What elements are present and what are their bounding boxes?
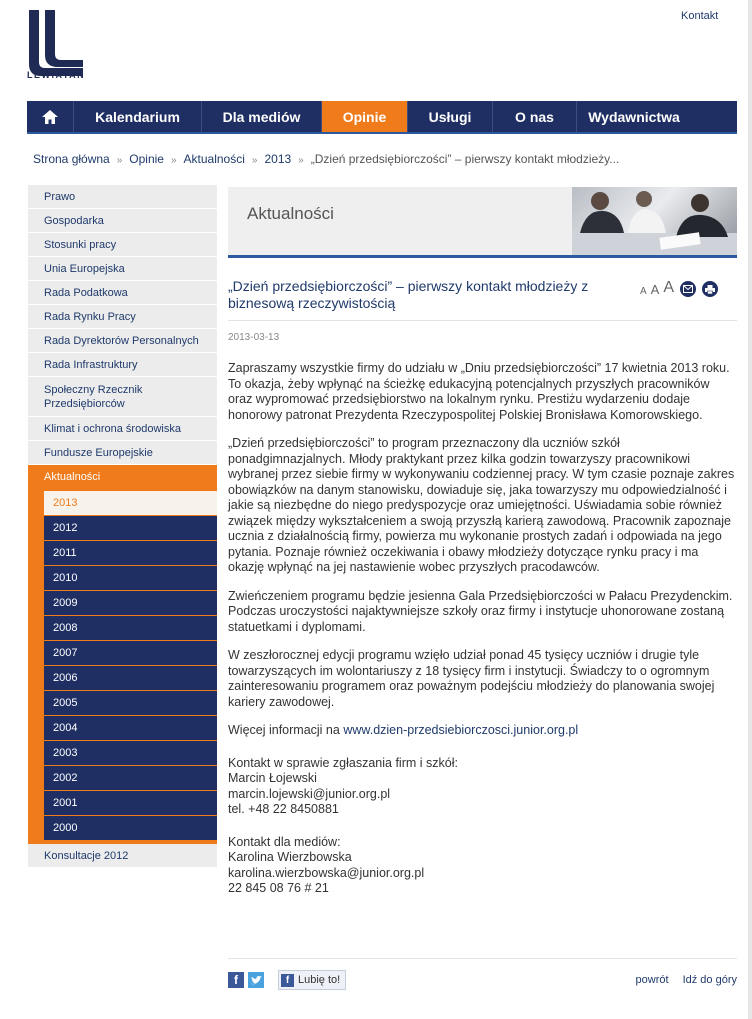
divider	[228, 958, 737, 959]
banner-photo	[572, 187, 737, 255]
business-people-image	[572, 187, 737, 255]
article-paragraph: W zeszłorocznej edycji programu wzięło udział ponad 45 tysięcy uczniów i drugie tyle towarzyszących im wolontariuszy z 18 tysięcy firm i instytucji. Świadczy to o ogromnym zainteresowaniu programem oraz poważnym podejściu młodzieży do planowania swojej kariery zawodowej.	[228, 648, 715, 709]
nav-opinie[interactable]: Opinie	[322, 101, 408, 132]
more-info-label: Więcej informacji na	[228, 723, 344, 737]
sidebar-year-2002[interactable]: 2002	[44, 766, 217, 790]
sidebar-item-fundusze[interactable]: Fundusze Europejskie	[28, 441, 217, 465]
sidebar-item-aktualnosci[interactable]: Aktualności	[28, 465, 217, 489]
sidebar-item-stosunki-pracy[interactable]: Stosunki pracy	[28, 233, 217, 257]
contact-media	[228, 835, 736, 897]
twitter-icon[interactable]	[248, 972, 264, 988]
font-size-large-button[interactable]: A	[663, 279, 675, 296]
sidebar-year-2006[interactable]: 2006	[44, 666, 217, 690]
nav-wydawnictwa[interactable]: Wydawnictwa	[588, 108, 680, 125]
divider	[228, 320, 737, 321]
breadcrumb-year[interactable]: 2013	[264, 152, 292, 166]
more-info-link[interactable]: www.dzien-przedsiebiorczosci.junior.org.pl	[343, 723, 579, 737]
logo-text: LEWIATAN	[27, 70, 86, 80]
sidebar-year-2010[interactable]: 2010	[44, 566, 217, 590]
sidebar-year-2009[interactable]: 2009	[44, 591, 217, 615]
facebook-icon[interactable]: f	[228, 972, 244, 988]
sidebar-years	[28, 489, 217, 844]
contact-link[interactable]: Kontakt	[681, 10, 719, 22]
sidebar-year-2005[interactable]: 2005	[44, 691, 217, 715]
breadcrumb-home[interactable]: Strona główna	[33, 152, 110, 166]
article-date: 2013-03-13	[228, 332, 280, 343]
contact-media-heading: Kontakt dla mediów:	[228, 834, 341, 849]
sidebar-item-klimat[interactable]: Klimat i ochrona środowiska	[28, 417, 217, 441]
sidebar-item-rada-infrastruktury[interactable]: Rada Infrastruktury	[28, 353, 217, 377]
main-nav	[27, 101, 737, 134]
sidebar-year-2007[interactable]: 2007	[44, 641, 217, 665]
share-bar	[228, 970, 346, 990]
breadcrumb-opinie[interactable]: Opinie	[129, 152, 164, 166]
contact-firms-phone: tel. +48 22 8450881	[228, 802, 339, 816]
sidebar-year-2012[interactable]: 2012	[44, 516, 217, 540]
breadcrumb-separator-icon: »	[170, 155, 177, 166]
contact-media-email: karolina.wierzbowska@junior.org.pl	[228, 865, 425, 880]
article-paragraph: „Dzień przedsiębiorczości” to program przeznaczony dla uczniów szkół ponadgimnazjalnych. Młody praktykant przez kilka godzin towarzyszy pracownikowi wybranej przez siebie firmy w wykonywaniu codziennej pracy. W tym czasie poznaje zakres obowiązków na danym stanowisku, dowiaduje się, jaka towarzyszy mu odpowiedzialność i jakie są niezbędne do niego predyspozycje oraz umiejętności. Uświadamia sobie również związek między wykształceniem a swoją przyszłą karierą zawodową. Pracownik zapoznaje ucznia z działalnością firmy, powierza mu wykonanie prostych zadań i odpowiada na jego pytania. Poznaje również oczekiwania i obawy młodzieży dotyczące rynku pracy i ma okazję wpłynąć na jej nastawienie wobec przyszłych pracodawców.	[228, 436, 735, 574]
contact-firms-name: Marcin Łojewski	[228, 771, 317, 785]
font-size-medium-button[interactable]: A	[650, 282, 660, 297]
sidebar-item-rada-rynku-pracy[interactable]: Rada Rynku Pracy	[28, 305, 217, 329]
sidebar-year-2001[interactable]: 2001	[44, 791, 217, 815]
sidebar-year-2003[interactable]: 2003	[44, 741, 217, 765]
like-label: Lubię to!	[298, 974, 341, 986]
back-link[interactable]: powrót	[635, 974, 669, 986]
sidebar	[28, 185, 217, 868]
sidebar-year-2011[interactable]: 2011	[44, 541, 217, 565]
breadcrumb-separator-icon: »	[298, 155, 304, 166]
footer-links	[636, 974, 737, 986]
banner-title: Aktualności	[247, 204, 334, 223]
more-info	[228, 723, 736, 739]
contact-media-phone: 22 845 08 76 # 21	[228, 881, 329, 895]
scrollbar[interactable]	[748, 0, 752, 1019]
sidebar-item-rada-podatkowa[interactable]: Rada Podatkowa	[28, 281, 217, 305]
sidebar-item-unia-europejska[interactable]: Unia Europejska	[28, 257, 217, 281]
facebook-like-icon: f	[281, 974, 294, 987]
nav-uslugi[interactable]: Usługi	[408, 101, 493, 132]
sidebar-item-rada-dyrektorow[interactable]: Rada Dyrektorów Personalnych	[28, 329, 217, 353]
facebook-like-button[interactable]	[278, 970, 346, 990]
breadcrumb-separator-icon: »	[116, 155, 123, 166]
font-size-small-button[interactable]: A	[640, 286, 647, 297]
contact-firms-heading: Kontakt w sprawie zgłaszania firm i szkół:	[228, 755, 458, 770]
sidebar-item-prawo[interactable]: Prawo	[28, 185, 217, 209]
section-banner	[228, 187, 737, 258]
article-title: „Dzień przedsiębiorczości” – pierwszy kontakt młodzieży z biznesową rzeczywistością	[228, 278, 589, 311]
breadcrumb-aktualnosci[interactable]: Aktualności	[183, 152, 245, 166]
nav-o-nas[interactable]: O nas	[493, 101, 577, 132]
article-body	[228, 361, 736, 910]
contact-media-name: Karolina Wierzbowska	[228, 850, 352, 864]
contact-firms	[228, 756, 736, 818]
email-icon[interactable]	[680, 281, 696, 297]
sidebar-year-2000[interactable]: 2000	[44, 816, 217, 840]
sidebar-year-2004[interactable]: 2004	[44, 716, 217, 740]
nav-home[interactable]	[27, 101, 74, 132]
print-icon[interactable]	[702, 281, 718, 297]
contact-firms-email: marcin.lojewski@junior.org.pl	[228, 786, 391, 801]
sidebar-item-konsultacje[interactable]: Konsultacje 2012	[28, 844, 217, 868]
breadcrumb-separator-icon: »	[251, 155, 258, 166]
home-icon	[42, 110, 58, 124]
sidebar-year-2013[interactable]: 2013	[44, 491, 217, 515]
back-to-top-link[interactable]: Idź do góry	[682, 974, 737, 986]
article-tools	[640, 279, 718, 297]
sidebar-item-gospodarka[interactable]: Gospodarka	[28, 209, 217, 233]
sidebar-year-2008[interactable]: 2008	[44, 616, 217, 640]
nav-dla-mediow[interactable]: Dla mediów	[202, 101, 322, 132]
breadcrumb-current: „Dzień przedsiębiorczości” – pierwszy kontakt młodzieży...	[310, 152, 620, 166]
nav-kalendarium[interactable]: Kalendarium	[74, 101, 202, 132]
article-paragraph: Zwieńczeniem programu będzie jesienna Gala Przedsiębiorczości w Pałacu Prezydenckim. Podczas uroczystości najaktywniejsze szkoły oraz firmy i instytucje uhonorowane zostaną statuetkami i dyplomami.	[228, 588, 733, 634]
sidebar-item-rzecznik[interactable]: Społeczny Rzecznik Przedsiębiorców	[28, 377, 217, 417]
breadcrumb	[33, 152, 619, 166]
article-paragraph: Zapraszamy wszystkie firmy do udziału w „Dniu przedsiębiorczości” 17 kwietnia 2013 roku. To okazja, żeby wpłynąć na ścieżkę edukacyjną potencjalnych przyszłych pracowników oraz wypromować przedsiębiorstwo na lokalnym rynku. Prestiżu wydarzeniu dodaje honorowy patronat Prezydenta Rzeczypospolitej Polskiej Bronisława Komorowskiego.	[228, 361, 730, 422]
